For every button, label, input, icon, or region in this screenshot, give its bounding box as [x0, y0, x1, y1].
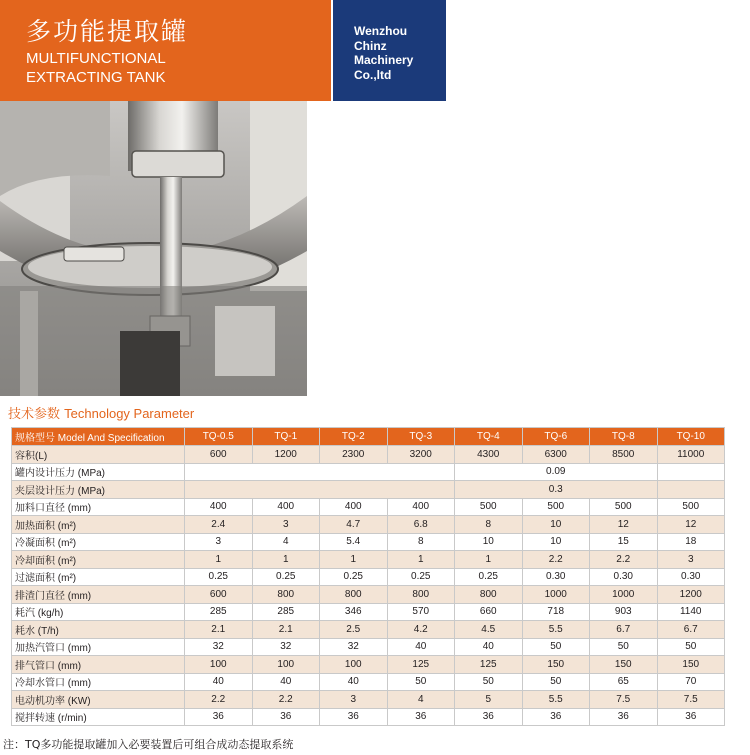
company-line: Chinz: [354, 38, 387, 53]
value-cell: 570: [387, 603, 455, 621]
row-label: 电动机功率 (KW): [12, 691, 185, 709]
value-cell: 1: [320, 551, 388, 569]
value-cell: 6.7: [657, 621, 725, 639]
value-cell: 1000: [590, 586, 658, 604]
row-label: 加料口直径 (mm): [12, 498, 185, 516]
value-cell: 400: [185, 498, 253, 516]
value-cell: 125: [455, 656, 523, 674]
title-en-line-2: EXTRACTING TANK: [26, 69, 166, 86]
value-cell: 1: [387, 551, 455, 569]
value-cell: 18: [657, 533, 725, 551]
value-cell: 36: [455, 708, 523, 726]
value-cell: 0.30: [590, 568, 658, 586]
table-row: [12, 516, 725, 534]
company-badge: [333, 0, 446, 101]
value-cell: 32: [252, 638, 320, 656]
value-cell: 36: [590, 708, 658, 726]
row-label: 过滤面积 (m²): [12, 568, 185, 586]
value-cell: 2.2: [590, 551, 658, 569]
row-label: 加热汽管口 (mm): [12, 638, 185, 656]
table-row: [12, 498, 725, 516]
value-cell: 4.5: [455, 621, 523, 639]
row-label: 冷凝面积 (m²): [12, 533, 185, 551]
row-label: 夹层设计压力 (MPa): [12, 481, 185, 499]
section-title-en: Technology Parameter: [64, 406, 195, 421]
merged-value-cell: 0.09: [455, 463, 658, 481]
column-header: TQ-0.5: [185, 428, 253, 446]
value-cell: 400: [252, 498, 320, 516]
company-name: [354, 24, 413, 82]
value-cell: 150: [522, 656, 590, 674]
value-cell: 5: [455, 691, 523, 709]
value-cell: 0.25: [320, 568, 388, 586]
value-cell: 32: [185, 638, 253, 656]
value-cell: 1: [252, 551, 320, 569]
table-row: [12, 638, 725, 656]
value-cell: 50: [522, 673, 590, 691]
value-cell: 8500: [590, 446, 658, 464]
value-cell: 2.1: [252, 621, 320, 639]
value-cell: 3: [320, 691, 388, 709]
blank-cell: [185, 481, 455, 499]
row-label: 冷却面积 (m²): [12, 551, 185, 569]
table-row: [12, 691, 725, 709]
value-cell: 2.2: [252, 691, 320, 709]
table-row: [12, 603, 725, 621]
value-cell: 10: [522, 533, 590, 551]
value-cell: 718: [522, 603, 590, 621]
value-cell: 3: [252, 516, 320, 534]
value-cell: 50: [387, 673, 455, 691]
value-cell: 285: [185, 603, 253, 621]
value-cell: 1: [455, 551, 523, 569]
value-cell: 6300: [522, 446, 590, 464]
value-cell: 40: [252, 673, 320, 691]
company-line: Machinery: [354, 53, 414, 67]
value-cell: 4300: [455, 446, 523, 464]
table-row: [12, 551, 725, 569]
value-cell: 285: [252, 603, 320, 621]
section-title: [8, 403, 194, 422]
value-cell: 7.5: [590, 691, 658, 709]
table-row: [12, 656, 725, 674]
column-header: 规格型号 Model And Specification: [12, 428, 185, 446]
value-cell: 3: [185, 533, 253, 551]
value-cell: 500: [455, 498, 523, 516]
value-cell: 100: [320, 656, 388, 674]
value-cell: 800: [252, 586, 320, 604]
column-header: TQ-6: [522, 428, 590, 446]
value-cell: 500: [657, 498, 725, 516]
column-header: TQ-8: [590, 428, 658, 446]
blank-cell: [185, 463, 455, 481]
value-cell: 800: [455, 586, 523, 604]
value-cell: 150: [590, 656, 658, 674]
tank-photo: [0, 101, 307, 396]
table-row: [12, 708, 725, 726]
value-cell: 50: [657, 638, 725, 656]
value-cell: 1200: [252, 446, 320, 464]
value-cell: 4: [387, 691, 455, 709]
table-header-row: [12, 428, 725, 446]
value-cell: 50: [522, 638, 590, 656]
value-cell: 0.30: [657, 568, 725, 586]
blank-cell: [657, 463, 725, 481]
value-cell: 0.25: [252, 568, 320, 586]
value-cell: 660: [455, 603, 523, 621]
value-cell: 40: [387, 638, 455, 656]
value-cell: 40: [455, 638, 523, 656]
value-cell: 2.5: [320, 621, 388, 639]
column-header: TQ-1: [252, 428, 320, 446]
value-cell: 36: [252, 708, 320, 726]
row-label: 容积(L): [12, 446, 185, 464]
value-cell: 36: [522, 708, 590, 726]
value-cell: 4: [252, 533, 320, 551]
table-row: [12, 533, 725, 551]
column-header: TQ-4: [455, 428, 523, 446]
value-cell: 70: [657, 673, 725, 691]
row-label: 罐内设计压力 (MPa): [12, 463, 185, 481]
value-cell: 100: [185, 656, 253, 674]
value-cell: 6.7: [590, 621, 658, 639]
table-row: [12, 621, 725, 639]
value-cell: 500: [522, 498, 590, 516]
column-header: TQ-3: [387, 428, 455, 446]
table-row: [12, 446, 725, 464]
value-cell: 2.2: [185, 691, 253, 709]
column-header: TQ-2: [320, 428, 388, 446]
value-cell: 346: [320, 603, 388, 621]
blank-cell: [657, 481, 725, 499]
section-title-cn: 技术参数: [8, 407, 61, 422]
value-cell: 36: [320, 708, 388, 726]
value-cell: 0.25: [455, 568, 523, 586]
title-banner: [0, 0, 331, 101]
value-cell: 800: [320, 586, 388, 604]
value-cell: 150: [657, 656, 725, 674]
value-cell: 2.1: [185, 621, 253, 639]
tank-photo-illustration: [0, 101, 307, 396]
value-cell: 10: [455, 533, 523, 551]
row-label: 耗汽 (kg/h): [12, 603, 185, 621]
value-cell: 5.4: [320, 533, 388, 551]
value-cell: 12: [590, 516, 658, 534]
title-en-line-1: MULTIFUNCTIONAL: [26, 50, 166, 67]
value-cell: 600: [185, 586, 253, 604]
table-row: [12, 481, 725, 499]
value-cell: 32: [320, 638, 388, 656]
value-cell: 100: [252, 656, 320, 674]
value-cell: 2.2: [522, 551, 590, 569]
value-cell: 7.5: [657, 691, 725, 709]
value-cell: 125: [387, 656, 455, 674]
value-cell: 8: [455, 516, 523, 534]
row-label: 加热面积 (m²): [12, 516, 185, 534]
value-cell: 903: [590, 603, 658, 621]
value-cell: 1000: [522, 586, 590, 604]
table-body: [12, 446, 725, 726]
value-cell: 10: [522, 516, 590, 534]
merged-value-cell: 0.3: [455, 481, 658, 499]
row-label: 排气管口 (mm): [12, 656, 185, 674]
table-row: [12, 463, 725, 481]
value-cell: 0.25: [387, 568, 455, 586]
table-row: [12, 586, 725, 604]
value-cell: 0.25: [185, 568, 253, 586]
value-cell: 3200: [387, 446, 455, 464]
value-cell: 400: [320, 498, 388, 516]
value-cell: 36: [185, 708, 253, 726]
value-cell: 2.4: [185, 516, 253, 534]
value-cell: 400: [387, 498, 455, 516]
value-cell: 36: [387, 708, 455, 726]
row-label: 耗水 (T/h): [12, 621, 185, 639]
row-label: 冷却水管口 (mm): [12, 673, 185, 691]
value-cell: 5.5: [522, 621, 590, 639]
footnote: 注：TQ多功能提取罐加入必要装置后可组合成动态提取系统: [3, 738, 294, 751]
value-cell: 0.30: [522, 568, 590, 586]
value-cell: 50: [455, 673, 523, 691]
value-cell: 50: [590, 638, 658, 656]
value-cell: 15: [590, 533, 658, 551]
value-cell: 40: [320, 673, 388, 691]
value-cell: 1140: [657, 603, 725, 621]
page-title-cn: 多功能提取罐: [26, 17, 189, 46]
value-cell: 2300: [320, 446, 388, 464]
value-cell: 12: [657, 516, 725, 534]
value-cell: 1: [185, 551, 253, 569]
column-header: TQ-10: [657, 428, 725, 446]
table-row: [12, 673, 725, 691]
row-label: 搅拌转速 (r/min): [12, 708, 185, 726]
value-cell: 800: [387, 586, 455, 604]
row-label: 排渣门直径 (mm): [12, 586, 185, 604]
value-cell: 40: [185, 673, 253, 691]
table-row: [12, 568, 725, 586]
spec-table: [11, 427, 725, 726]
value-cell: 3: [657, 551, 725, 569]
value-cell: 6.8: [387, 516, 455, 534]
value-cell: 11000: [657, 446, 725, 464]
company-line: Wenzhou: [354, 24, 408, 38]
value-cell: 4.7: [320, 516, 388, 534]
value-cell: 36: [657, 708, 725, 726]
page-title-en: [26, 49, 166, 87]
value-cell: 4.2: [387, 621, 455, 639]
value-cell: 500: [590, 498, 658, 516]
value-cell: 1200: [657, 586, 725, 604]
value-cell: 65: [590, 673, 658, 691]
company-line: Co.,ltd: [354, 67, 392, 82]
value-cell: 600: [185, 446, 253, 464]
value-cell: 5.5: [522, 691, 590, 709]
value-cell: 8: [387, 533, 455, 551]
